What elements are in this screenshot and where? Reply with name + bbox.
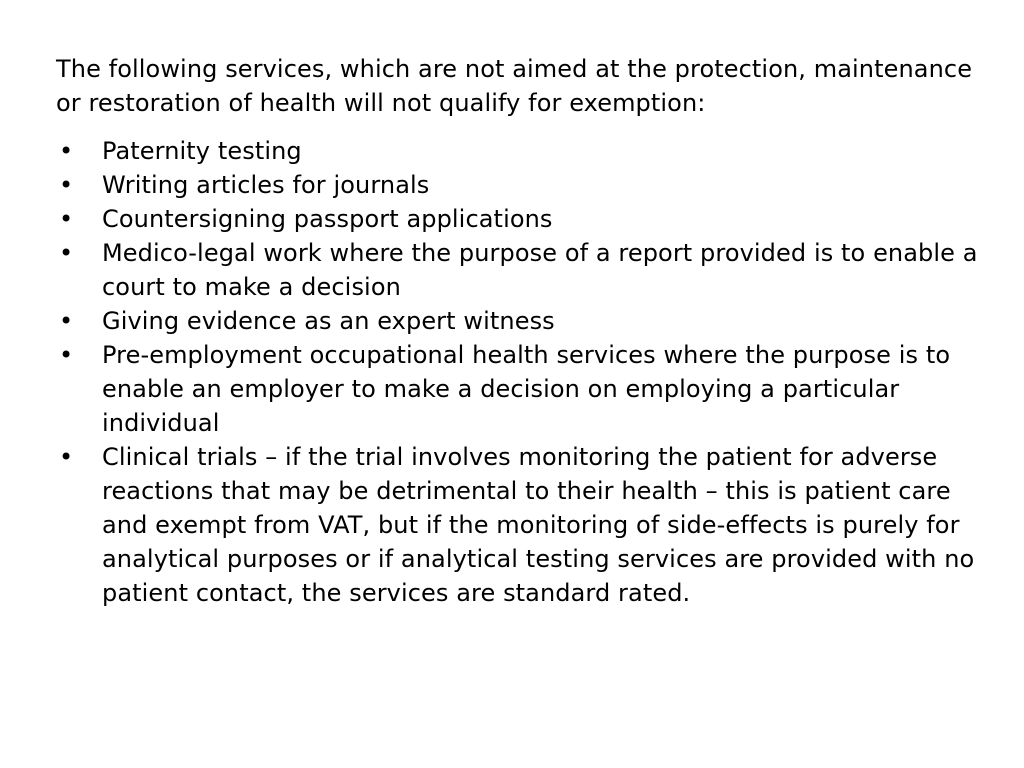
intro-paragraph: The following services, which are not aimed at the protection, maintenance or restoration of health will not qualify for exemption: (56, 55, 973, 117)
list-item (56, 338, 994, 440)
list-item-text: Writing articles for journals (102, 171, 430, 199)
list-item-text: Pre-employment occupational health services where the purpose is to enable an employer to make a decision on employing a particular individual (102, 341, 951, 437)
bullet-icon: • (59, 341, 74, 369)
list-item (56, 202, 994, 236)
list-item-text: Medico-legal work where the purpose of a report provided is to enable a court to make a decision (102, 239, 978, 301)
list-item (56, 440, 994, 610)
bullet-icon: • (59, 205, 74, 233)
list-item-text: Clinical trials – if the trial involves monitoring the patient for adverse reactions that may be detrimental to their health – this is patient care and exempt from VAT, but if the monitoring of side-effects is purely for analytical purposes or if analytical testing services are provided with no patient contact, the services are standard rated. (102, 443, 975, 607)
list-item (56, 236, 994, 304)
list-item (56, 134, 994, 168)
bullet-icon: • (59, 171, 74, 199)
bullet-icon: • (59, 443, 74, 471)
list-item-text: Countersigning passport applications (102, 205, 553, 233)
bullet-icon: • (59, 239, 74, 267)
exclusions-list (56, 134, 994, 610)
list-item (56, 168, 994, 202)
list-item (56, 304, 994, 338)
list-item-text: Giving evidence as an expert witness (102, 307, 555, 335)
bullet-icon: • (59, 137, 74, 165)
list-item-text: Paternity testing (102, 137, 302, 165)
bullet-icon: • (59, 307, 74, 335)
